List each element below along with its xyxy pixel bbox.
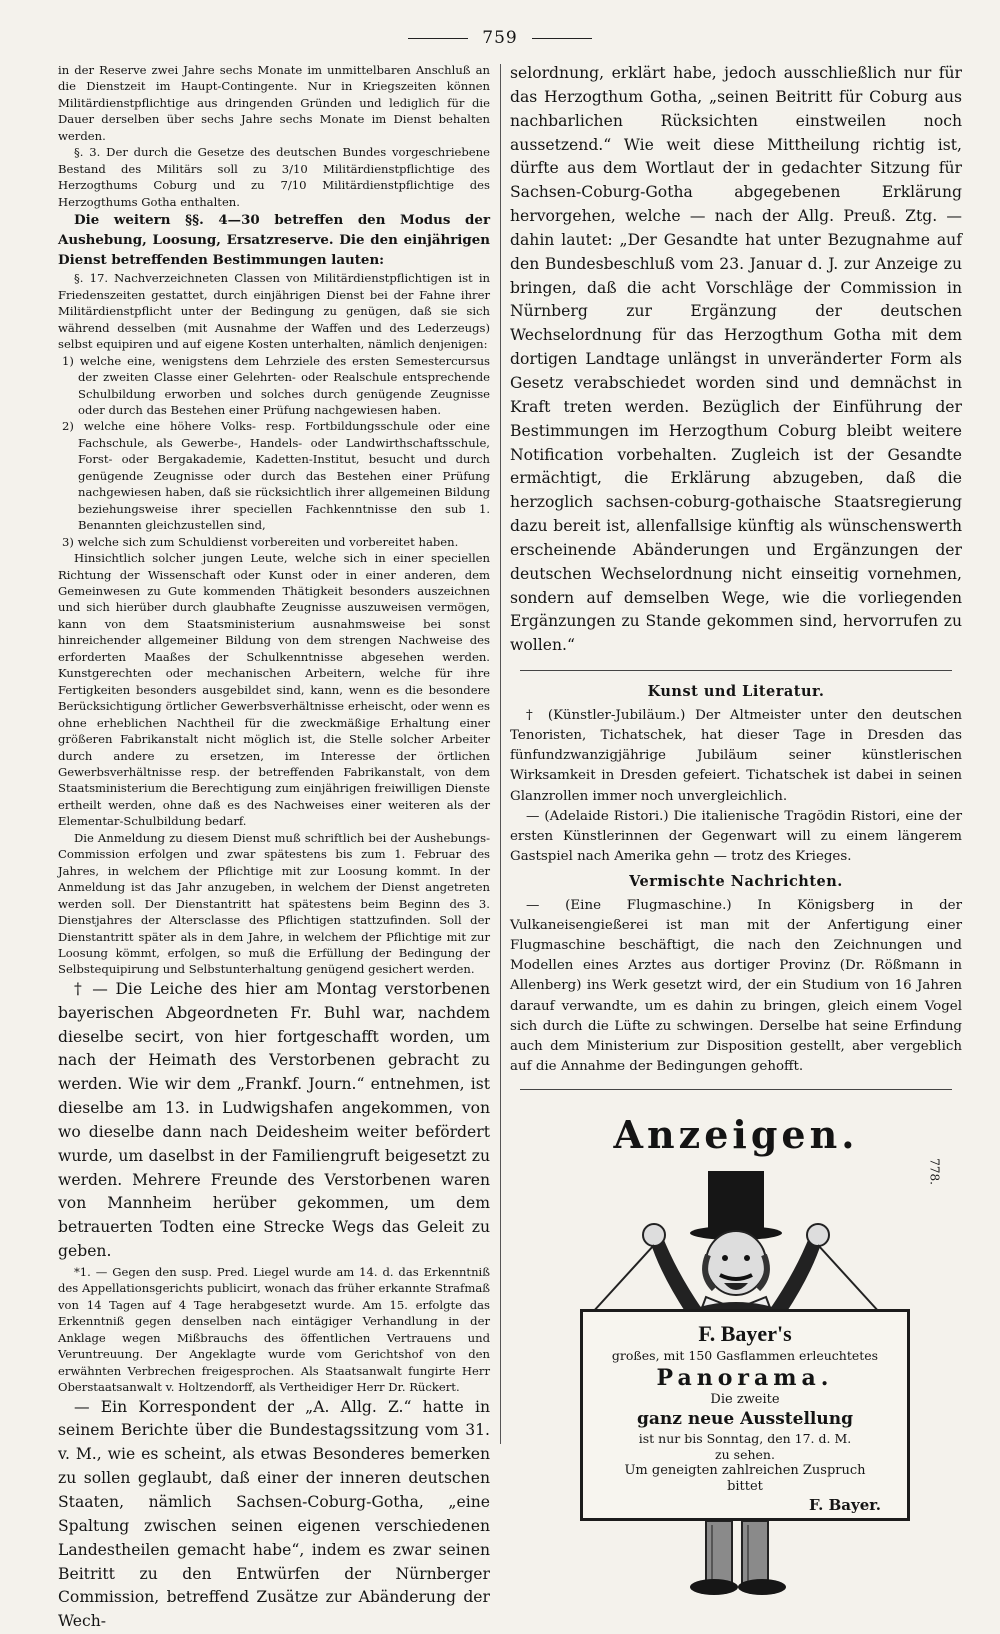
ad-line: Um geneigten zahlreichen Zuspruch — [624, 1462, 866, 1478]
ad-signature: F. Bayer. — [809, 1495, 881, 1514]
sign-board — [580, 1309, 910, 1521]
news-item: — (Eine Flugmaschine.) In Königsberg in der Vulkaneisengießerei ist man mit der Anfertigung einer Flugmaschine beschäftigt, die nach den Zeichnungen und Modellen eines Arztes aus dortiger Provinz (Dr. Rößmann in Allenberg) ins Werk gesetzt wird, der ein Studium von 16 Jahren darauf verwandte, um es dahin zu bringen, gleich einem Vogel sich durch die Lüfte zu schwingen. Derselbe hat seine Erfindung auch dem Ministerium zur Disposition gestellt, aber vergeblich auf die Annahme der Bedingungen gehofft. — [510, 897, 962, 1074]
ad-line: zu sehen. — [715, 1446, 775, 1462]
ad-line: bittet — [727, 1479, 763, 1495]
section-divider — [520, 1089, 952, 1090]
list-item: 2) welche eine höhere Volks- resp. Fortbildungsschule oder eine Fachschule, als Gewerbe-, Handels- oder Landwirthschaftsschule, Forst- oder Bergakademie, Kadetten-Institut, besucht und durch genügende Zeugnisse oder durch das Bestehen einer Prüfung nachgewiesen haben, daß sie rücksichtlich ihrer allgemeinen Bildung beziehungsweise ihrer speciellen Fachkenntnisse den sub 1. Benannten gleichzustellen sind, — [62, 419, 490, 533]
news-item: *1. — Gegen den susp. Pred. Liegel wurde am 14. d. das Erkenntniß des Appellationsgerichts publicirt, wonach das früher erkannte Strafmaß von 14 Tagen auf 4 Tage herabgesetzt wurde. Am 15. erfolgte das Erkenntniß gegen denselben nach eintägiger Verhandlung in der Anklage wegen Mißbrauchs des öffentlichen Vertrauens und Veruntreuung. Der Angeklagte wurde vom Gerichtshof von den erwähnten Verbrechen freigesprochen. Als Staatsanwalt fungirte Herr Oberstaatsanwalt v. Holtzendorff, als Vertheidiger Herr Dr. Rückert. — [58, 1265, 490, 1395]
page-number: 759 — [0, 28, 1000, 48]
list-item: 3) welche sich zum Schuldienst vorbereiten und vorbereitet haben. — [62, 534, 459, 549]
ad-title: F. Bayer's — [698, 1320, 792, 1346]
ad-line: ganz neue Ausstellung — [637, 1408, 853, 1429]
news-item: — (Adelaide Ristori.) Die italienische Tragödin Ristori, eine der ersten Künstlerinnen der Gegenwart will zu einem längerem Gastspiel nach Amerika gehn — trotz des Krieges. — [510, 808, 962, 864]
left-column — [58, 62, 490, 1634]
news-item: † — Die Leiche des hier am Montag verstorbenen bayerischen Abgeordneten Fr. Buhl war, nachdem dieselbe secirt, von hier fortgeschafft worden, um nach der Heimath des Verstorbenen gebracht zu werden. Wie wir dem „Frankf. Journ.“ entnehmen, ist dieselbe am 13. in Ludwigshafen angekommen, von wo dieselbe dann nach Deidesheim weiter befördert wurde, um daselbst in der Familiengruft beigesetzt zu werden. Mehrere Freunde des Verstorbenen waren von Mannheim herüber gekommen, um dem betrauerten Todten eine Strecke Wegs das Geleit zu geben. — [58, 979, 490, 1261]
article-paragraph: in der Reserve zwei Jahre sechs Monate im unmittelbaren Anschluß an die Dienstzeit im Haupt-Contingente. Nur in Kriegszeiten können Militärdienstpflichtige aus dringenden Gründen und lediglich für die Dauer derselben über sechs Jahre sechs Monate im Dienst behalten werden. — [58, 63, 490, 143]
section-title: Vermischte Nachrichten. — [629, 872, 843, 890]
section-divider — [520, 670, 952, 671]
ad-line: großes, mit 150 Gasflammen erleuchtetes — [611, 1348, 879, 1364]
ad-headline: Panorama. — [656, 1365, 834, 1392]
ads-title: Anzeigen. — [613, 1111, 859, 1157]
article-paragraph: Hinsichtlich solcher jungen Leute, welche sich in einer speciellen Richtung der Wissenschaft oder Kunst oder in einer anderen, dem Gemeinwesen zu Gute kommenden Thätigkeit besonders auszeichnen und sich hierüber durch glaubhafte Zeugnisse auszuweisen vermögen, kann von dem Staatsministerium ausnahmsweise bei sonst hinreichender allgemeiner Bildung von dem strengen Nachweise des erforderten Maaßes der Schulkenntnisse abgesehen werden. Kunstgerechten oder mechanischen Arbeitern, welche für ihre Fertigkeiten besonders ausgebildet sind, kann, wenn es die besondere Berücksichtigung örtlicher Gewerbsverhältnisse erheischt, oder wenn es ohne erheblichen Nachtheil für die zweckmäßige Erhaltung einer größeren Fabrikanstalt nicht möglich ist, die Stelle solcher Arbeiter durch andere zu ersetzen, im Interesse der örtlichen Gewerbsverhältnisse resp. der betreffenden Fabrikanstalt, von dem Staatsministerium die Berechtigung zum einjährigen freiwilligen Dienste ertheilt werden, ohne daß es des Nachweises einer weiteren als der Elementar-Schulbildung bedarf. — [58, 551, 490, 829]
ad-line: ist nur bis Sonntag, den 17. d. M. — [638, 1430, 852, 1446]
column-divider — [500, 64, 501, 1444]
article-paragraph: Die Anmeldung zu diesem Dienst muß schriftlich bei der Aushebungs-Commission erfolgen und zwar spätestens bis zum 1. Februar des Jahres, in welchem der Pflichtige mit zur Loosung kommt. In der Anmeldung ist das Jahr anzugeben, in welchem der Dienst angetreten werden soll. Der Dienstantritt hat spätestens beim Beginn des 3. Dienstjahres der Altersclasse des Pflichtigen stattzufinden. Soll der Dienstantritt später als in dem Jahre, in welchem der Pflichtige mit zur Loosung kömmt, erfolgen, so muß die Erfüllung der Bedingung der Selbstequipirung und Selbstunterhaltung genügend gesichert werden. — [58, 830, 490, 977]
panorama-advertisement — [510, 1158, 962, 1603]
article-paragraph: §. 3. Der durch die Gesetze des deutschen Bundes vorgeschriebene Bestand des Militärs soll zu 3/10 Militärdienstpflichtige des Herzogthums Coburg und zu 7/10 Militärdienstpflichtige des Herzogthums Gotha enthalten. — [58, 145, 490, 209]
news-item: † (Künstler-Jubiläum.) Der Altmeister unter den deutschen Tenoristen, Tichatschek, hat dieser Tage in Dresden das fünfundzwanzigjährige Jubiläum seiner künstlerischen Wirksamkeit in Dresden gefeiert. Tichatschek ist dabei in seinen Glanzrollen immer noch unvergleichlich. — [510, 708, 962, 804]
list-item: 1) welche eine, wenigstens dem Lehrziele des ersten Semestercursus der zweiten Classe einer Gelehrten- oder Realschule entsprechende Schulbildung erworben und solches durch genügende Zeugnisse oder durch das Bestehen einer Prüfung nachgewiesen haben. — [62, 353, 490, 418]
article-paragraph: selordnung, erklärt habe, jedoch ausschließlich nur für das Herzogthum Gotha, „seinen Beitritt für Coburg aus nachbarlichen Rücksichten einstweilen noch aussetzend.“ Wie weit diese Mittheilung richtig ist, dürfte aus dem Wortlaut der in gedachter Sitzung für Sachsen-Coburg-Gotha abgegebenen Erklärung hervorgehen, welche — nach der Allg. Preuß. Ztg. — dahin lautet: „Der Gesandte hat unter Bezugnahme auf den Bundesbeschluß vom 23. Januar d. J. zur Anzeige zu bringen, daß die acht Vorschläge der Commission in Nürnberg zur Ergänzung der deutschen Wechselordnung für das Herzogthum Gotha mit dem dortigen Landtage unlängst in unveränderter Form als Gesetz verabschiedet worden sind und demnächst in Kraft treten werden. Bezüglich der Einführung der Bestimmungen im Herzogthum Coburg bleibt weitere Notification vorbehalten. Zugleich ist der Gesandte ermächtigt, die Erklärung abzugeben, daß die herzoglich sachsen-coburg-gothaische Staatsregierung dazu bereit ist, allenfallsige künftig als wünschenswerth erscheinende Abänderungen und Ergänzungen der deutschen Wechselordnung nicht einseitig vornehmen, sondern auf demselben Wege, wie die vorliegenden Ergänzungen zu Stande gekommen sind, hervorrufen zu wollen.“ — [510, 64, 962, 655]
section-title: Kunst und Literatur. — [647, 683, 825, 701]
ad-line: Die zweite — [710, 1392, 780, 1408]
ad-number: 778. — [928, 1158, 942, 1185]
right-column — [510, 62, 962, 1603]
news-item: — Ein Korrespondent der „A. Allg. Z.“ hatte in seinem Berichte über die Bundestagssitzung vom 31. v. M., wie es scheint, als etwas Besonderes bemerken zu sollen geglaubt, daß einer der inneren deutschen Staaten, nämlich Sachsen-Coburg-Gotha, „eine Spaltung zwischen seinen eigenen verschiedenen Landestheilen gemacht habe“, indem es zwar seinen Beitritt zu den Entwürfen der Nürnberger Commission, betreffend Zusätze zur Abänderung der Wech- — [58, 1397, 490, 1631]
article-paragraph: §. 17. Nachverzeichneten Classen von Militärdienstpflichtigen ist in Friedenszeiten gestattet, durch einjährigen Dienst bei der Fahne ihrer Militärdienstpflicht unter der Bedingung zu genügen, daß sie sich während desselben (mit Ausnahme der Waffen und des Lederzeugs) selbst equipiren und auf eigene Kosten unterhalten, nämlich denjenigen: — [58, 271, 490, 352]
article-paragraph: Die weitern §§. 4—30 betreffen den Modus der Aushebung, Loosung, Ersatzreserve. Die den einjährigen Dienst betreffenden Bestimmungen lauten: — [58, 212, 490, 269]
